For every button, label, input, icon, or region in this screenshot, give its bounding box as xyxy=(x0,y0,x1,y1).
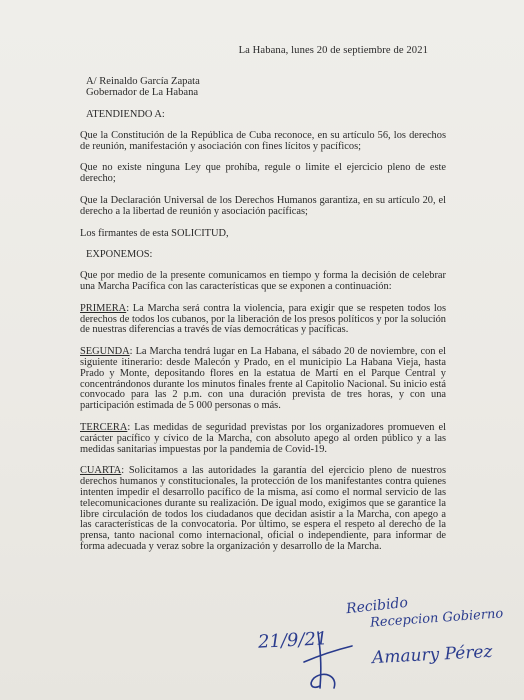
considerando-3: Que la Declaración Universal de los Derechos Humanos garantiza, en su artículo 20, el derecho a la libertad de reunión y asociación pacíficas; xyxy=(80,194,446,217)
signature-stroke xyxy=(304,646,352,662)
signature-stroke xyxy=(318,632,321,688)
point-text: : La Marcha será contra la violencia, para exigir que se respeten todos los derechos de todos los cubanos, por la liberación de los presos políticos y por la solución de nuestras diferencias a través de vías democráticas y pacíficas. xyxy=(80,302,446,336)
date-line: La Habana, lunes 20 de septiembre de 2021 xyxy=(238,45,428,56)
handwritten-date: 21/9/21 xyxy=(257,628,328,653)
intro-paragraph: Que por medio de la presente comunicamos en tiempo y forma la decisión de celebrar una Marcha Pacífica con las características que se exponen a continuación: xyxy=(80,270,446,292)
point-label: TERCERA xyxy=(80,421,128,433)
considerando-1: Que la Constitución de la República de Cuba reconoce, en su artículo 56, los derechos de reunión, manifestación y asociación con fines lícitos y pacíficos; xyxy=(80,129,446,152)
handwritten-reception: Recepcion Gobierno xyxy=(369,606,504,631)
point-label: PRIMERA xyxy=(80,302,127,314)
atendiendo-heading: ATENDIENDO A: xyxy=(86,109,165,120)
point-text: : Solicitamos a las autoridades la garantía del ejercicio pleno de nuestros derechos humanos y constitucionales, la protección de los manifestantes contra quienes intenten impedir el desarrollo pacífico de la misma, así como el normal servicio de las telecomunicaciones durante su realización. De igual modo, exigimos que se garantice la libre circulación de todos los ciudadanos que decidan asistir a la Marcha, con apego a las características de la convocatoria. Por último, se espera el respeto al derecho de la prensa, tanto nacional como internacional, oficial o independiente, para informar de forma adecuada y veraz sobre la organización y desarrollo de la Marcha. xyxy=(80,465,446,552)
considerando-2: Que no existe ninguna Ley que prohíba, regule o limite el ejercicio pleno de este derecho; xyxy=(80,162,446,185)
point-label: CUARTA xyxy=(80,465,122,477)
firmantes-line: Los firmantes de esta SOLICITUD, xyxy=(80,227,229,239)
exponemos-heading: EXPONEMOS: xyxy=(86,249,153,261)
recipient-title: Gobernador de La Habana xyxy=(86,87,199,98)
recipient-name: A/ Reinaldo García Zapata xyxy=(86,76,200,87)
signature-stroke xyxy=(311,674,335,688)
handwritten-received: Recibido xyxy=(345,594,409,618)
handwritten-name: Amaury Pérez xyxy=(371,641,493,669)
point-text: : La Marcha tendrá lugar en La Habana, el sábado 20 de noviembre, con el siguiente itinerario: desde Malecón y Prado, en el municipio La Habana Vieja, hasta Prado y Monte, depositando flores en la estatua de Martí en el Parque Central y concentrándonos durante los minutos finales frente al Capitolio Nacional. Su inicio está convocado para las 2 p.m. con una duración prevista de tres horas, y con una participación estimada de 5 000 personas o más. xyxy=(80,346,446,412)
point-text: : Las medidas de seguridad previstas por los organizadores promueven el carácter pacífico y cívico de la Marcha, con absoluto apego al orden público y a las medidas sanitarias impuestas por la pandemia de Covid-19. xyxy=(80,421,446,455)
point-label: SEGUNDA xyxy=(80,346,130,358)
